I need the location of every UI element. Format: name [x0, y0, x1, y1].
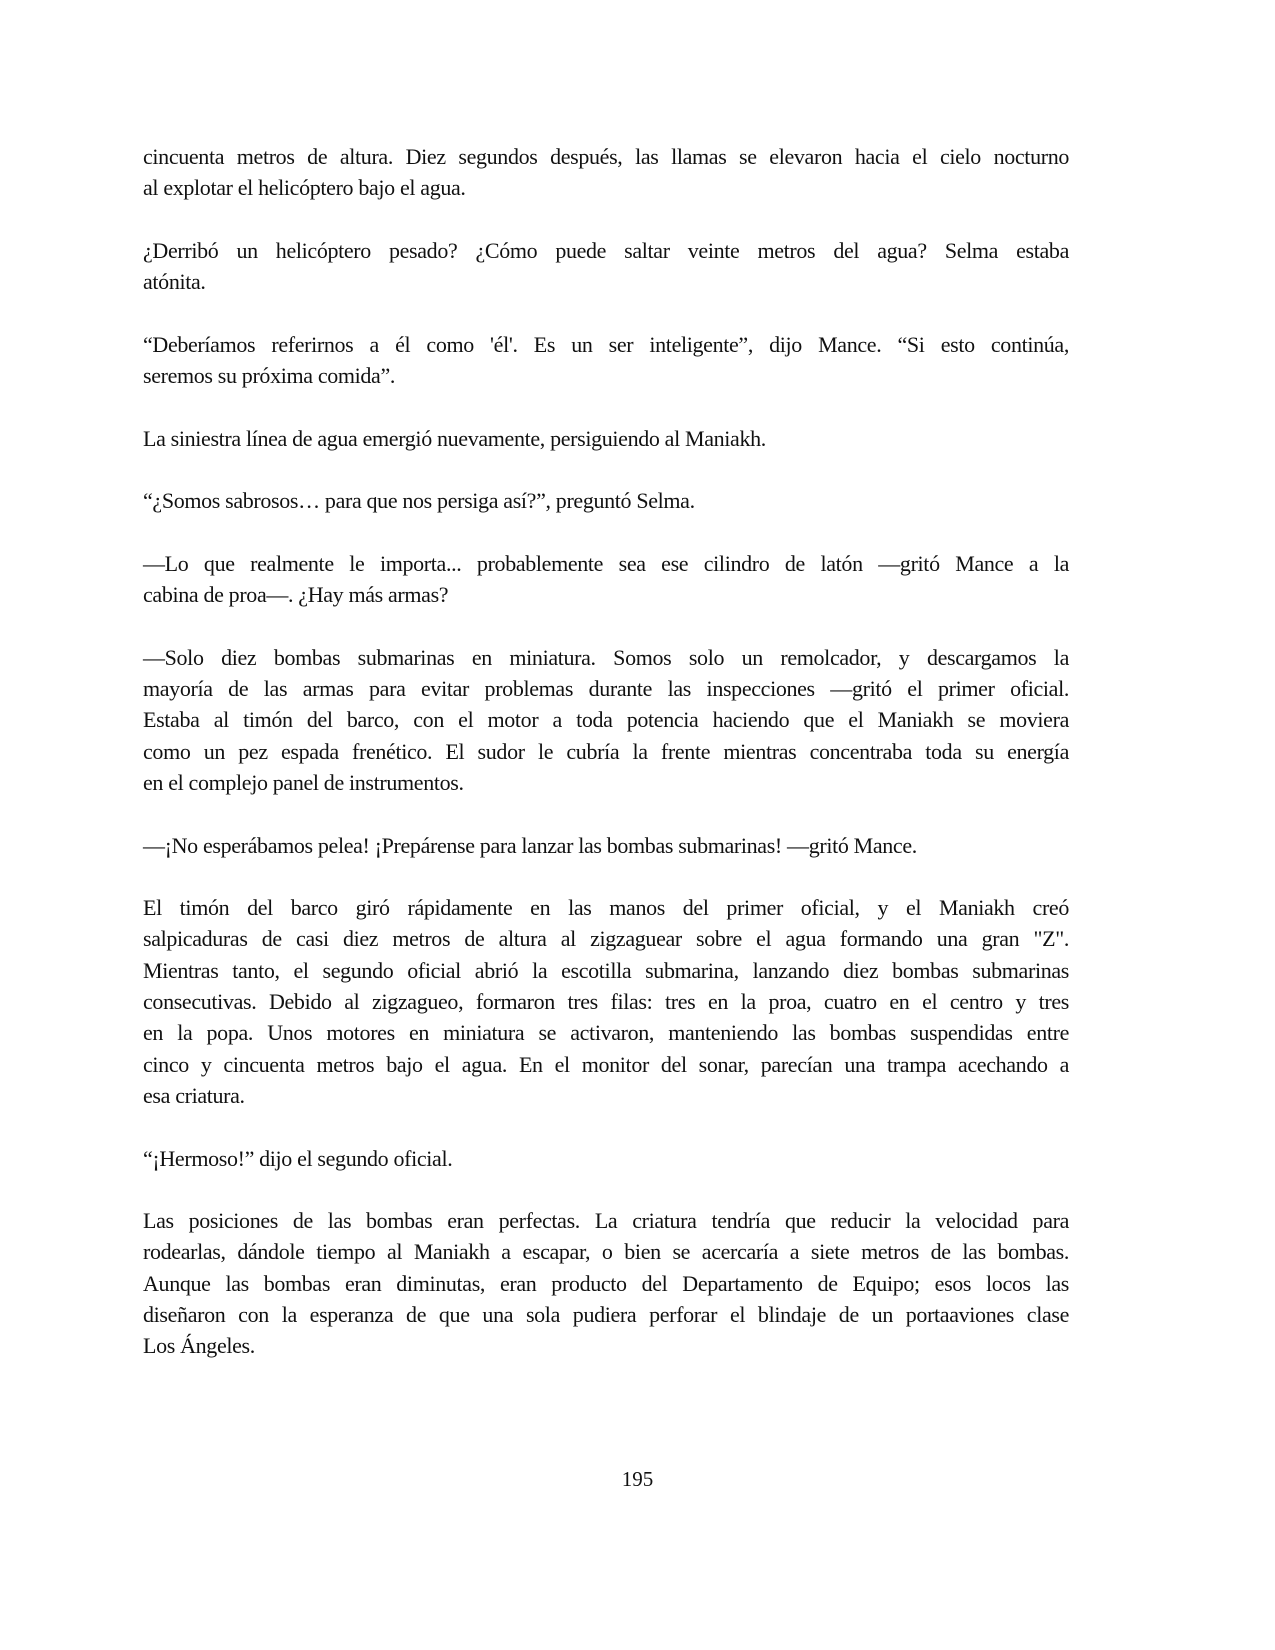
text-line: La siniestra línea de agua emergió nuevamente, persiguiendo al Maniakh. — [143, 425, 766, 451]
text-line: —Lo que realmente le importa... probablemente sea ese cilindro de latón —gritó Mance a la — [143, 550, 1069, 576]
text-line: cabina de proa—. ¿Hay más armas? — [143, 582, 449, 608]
paragraph — [143, 423, 1069, 454]
page-number: 195 — [621, 1467, 654, 1491]
text-line: consecutivas. Debido al zigzagueo, formaron tres filas: tres en la proa, cuatro en el centro y tres — [143, 989, 1069, 1015]
document-body — [143, 141, 1069, 1393]
text-line: diseñaron con la esperanza de que una sola pudiera perforar el blindaje de un portaaviones clase — [143, 1301, 1069, 1327]
paragraph — [143, 1205, 1069, 1361]
paragraph — [143, 235, 1069, 298]
text-line: al explotar el helicóptero bajo el agua. — [143, 175, 466, 201]
paragraph — [143, 548, 1069, 611]
text-line: en la popa. Unos motores en miniatura se activaron, manteniendo las bombas suspendidas entre — [143, 1020, 1069, 1046]
paragraph — [143, 642, 1069, 798]
text-line: El timón del barco giró rápidamente en las manos del primer oficial, y el Maniakh creó — [143, 895, 1069, 921]
text-line: ¿Derribó un helicóptero pesado? ¿Cómo puede saltar veinte metros del agua? Selma estaba — [143, 237, 1069, 263]
text-line: como un pez espada frenético. El sudor le cubría la frente mientras concentraba toda su energía — [143, 738, 1069, 764]
text-line: salpicaduras de casi diez metros de altura al zigzaguear sobre el agua formando una gran "Z". — [143, 926, 1069, 952]
text-line: “¿Somos sabrosos… para que nos persiga así?”, preguntó Selma. — [143, 488, 695, 514]
paragraph — [143, 830, 1069, 861]
text-line: atónita. — [143, 269, 206, 295]
paragraph — [143, 329, 1069, 392]
text-line: rodearlas, dándole tiempo al Maniakh a escapar, o bien se acercaría a siete metros de las bombas. — [143, 1239, 1069, 1265]
paragraph — [143, 141, 1069, 204]
text-line: seremos su próxima comida”. — [143, 363, 396, 389]
text-line: “¡Hermoso!” dijo el segundo oficial. — [143, 1145, 453, 1171]
text-line: “Deberíamos referirnos a él como 'él'. Es un ser inteligente”, dijo Mance. “Si esto continúa, — [143, 331, 1069, 357]
text-line: cinco y cincuenta metros bajo el agua. En el monitor del sonar, parecían una trampa acechando a — [143, 1051, 1069, 1077]
paragraph — [143, 892, 1069, 1111]
paragraph — [143, 485, 1069, 516]
text-line: Aunque las bombas eran diminutas, eran producto del Departamento de Equipo; esos locos las — [143, 1270, 1069, 1296]
text-line: mayoría de las armas para evitar problemas durante las inspecciones —gritó el primer oficial. — [143, 676, 1069, 702]
text-line: —¡No esperábamos pelea! ¡Prepárense para lanzar las bombas submarinas! —gritó Mance. — [143, 832, 917, 858]
text-line: Estaba al timón del barco, con el motor a toda potencia haciendo que el Maniakh se moviera — [143, 707, 1069, 733]
paragraph — [143, 1143, 1069, 1174]
text-line: en el complejo panel de instrumentos. — [143, 769, 464, 795]
text-line: Los Ángeles. — [143, 1333, 255, 1359]
text-line: esa criatura. — [143, 1082, 245, 1108]
text-line: —Solo diez bombas submarinas en miniatura. Somos solo un remolcador, y descargamos la — [143, 644, 1069, 670]
text-line: cincuenta metros de altura. Diez segundos después, las llamas se elevaron hacia el cielo nocturno — [143, 144, 1069, 169]
text-line: Mientras tanto, el segundo oficial abrió la escotilla submarina, lanzando diez bombas submarinas — [143, 957, 1069, 983]
text-line: Las posiciones de las bombas eran perfectas. La criatura tendría que reducir la velocidad para — [143, 1208, 1069, 1234]
